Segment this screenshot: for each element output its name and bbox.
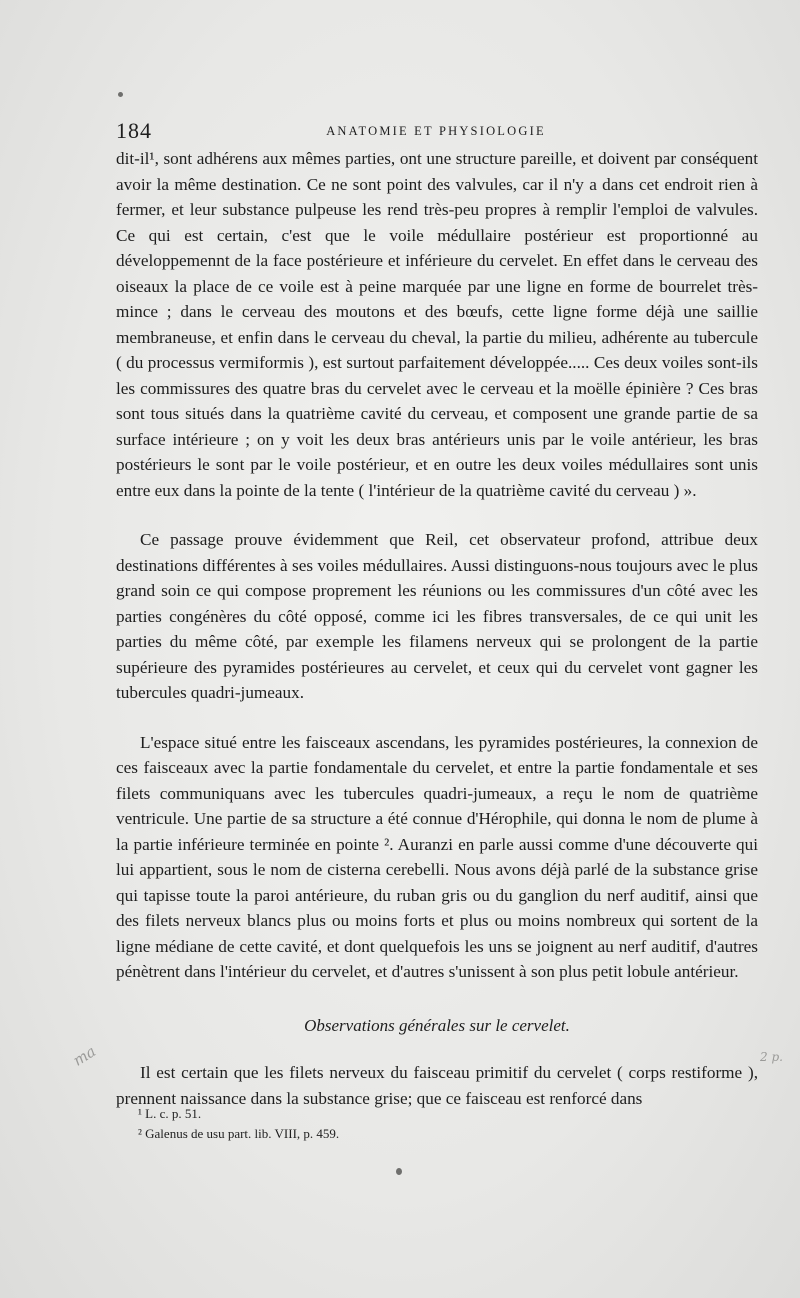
footnotes xyxy=(138,1104,698,1144)
margin-note-right: 2 p. xyxy=(760,1050,783,1064)
footnote-2: ² Galenus de usu part. lib. VIII, p. 459. xyxy=(138,1126,340,1141)
paragraph-4: Il est certain que les filets nerveux du faisceau primitif du cervelet ( corps restiforme ), prennent naissance dans la substance grise; que ce faisceau est renforcé dans xyxy=(116,1063,758,1108)
ink-speck xyxy=(396,1168,402,1175)
page-number: 184 xyxy=(116,118,152,143)
section-title: Observations générales sur le cervelet. xyxy=(304,1015,570,1035)
footnote-1: ¹ L. c. p. 51. xyxy=(138,1106,202,1121)
paragraph-1: dit-il¹, sont adhérens aux mêmes parties, ont une structure pareille, et doivent par conséquent avoir la même destination. Ce ne sont point des valvules, car il n'y a dans cet endroit rien à fermer, et leur substance pulpeuse les rend très-peu propres à remplir l'emploi de valvules. Ce qui est certain, c'est que le voile médullaire postérieur est proportionné au développemennt de la face postérieure et inférieure du cervelet. En effet dans le cerveau des oiseaux la place de ce voile est à peine marquée par une ligne en forme de bourrelet très-mince ; dans le cerveau des moutons et des bœufs, cette ligne forme déjà une saillie membraneuse, et enfin dans le cerveau du cheval, la partie du milieu, adhérente au tubercule ( du processus vermiformis ), est surtout parfaitement développée..... Ces deux voiles sont-ils les commissures des quatre bras du cervelet avec le cerveau et la moëlle épinière ? Ces bras sont tous situés dans la quatrième cavité du cerveau, et composent une grande partie de sa surface intérieure ; on y voit les deux bras antérieurs unis par le voile antérieur, les bras postérieurs le sont par le voile postérieur, et en outre les deux voiles médullaires sont unis entre eux dans la pointe de la tente ( l'intérieur de la quatrième cavité du cerveau ) ». xyxy=(116,149,758,500)
paragraph-2: Ce passage prouve évidemment que Reil, cet observateur profond, attribue deux destinations différentes à ses voiles médullaires. Aussi distinguons-nous toujours avec le plus grand soin ce qui compose proprement les réunions ou les commissures d'un côté avec les parties congénères du côté opposé, comme ici les fibres transversales, de ce qui unit les parties du même côté, par exemple les filamens nerveux qui se prolongent de la partie supérieure des pyramides postérieures au cervelet, et ceux qui du cervelet vont gagner les tubercules quadri-jumeaux. xyxy=(116,530,758,702)
body-text xyxy=(116,146,758,1111)
margin-note-left: ma xyxy=(69,1042,99,1070)
ink-speck xyxy=(118,92,123,97)
paragraph-3: L'espace situé entre les faisceaux ascendans, les pyramides postérieures, la connexion de ces faisceaux avec la partie fondamentale du cervelet, et entre la partie fondamentale et ses filets communiquans avec les tubercules quadri-jumeaux, a reçu le nom de quatrième ventricule. Une partie de sa structure a été connue d'Hérophile, qui donna le nom de plume à la partie inférieure terminée en pointe ². Auranzi en parle aussi comme d'une découverte qui lui appartient, sous le nom de cisterna cerebelli. Nous avons déjà parlé de la substance grise qui tapisse toute la paroi antérieure, du ruban gris ou du ganglion du nerf auditif, ainsi que des filets nerveux blancs plus ou moins forts et plus ou moins nombreux qui sortent de la ligne médiane de cette cavité, et dont quelquefois les uns se joignent au nerf auditif, d'autres pénètrent dans l'intérieur du cervelet, et d'autres s'unissent à son plus petit lobule antérieur. xyxy=(116,732,758,981)
running-title: ANATOMIE ET PHYSIOLOGIE xyxy=(326,124,546,138)
running-head xyxy=(116,118,756,146)
